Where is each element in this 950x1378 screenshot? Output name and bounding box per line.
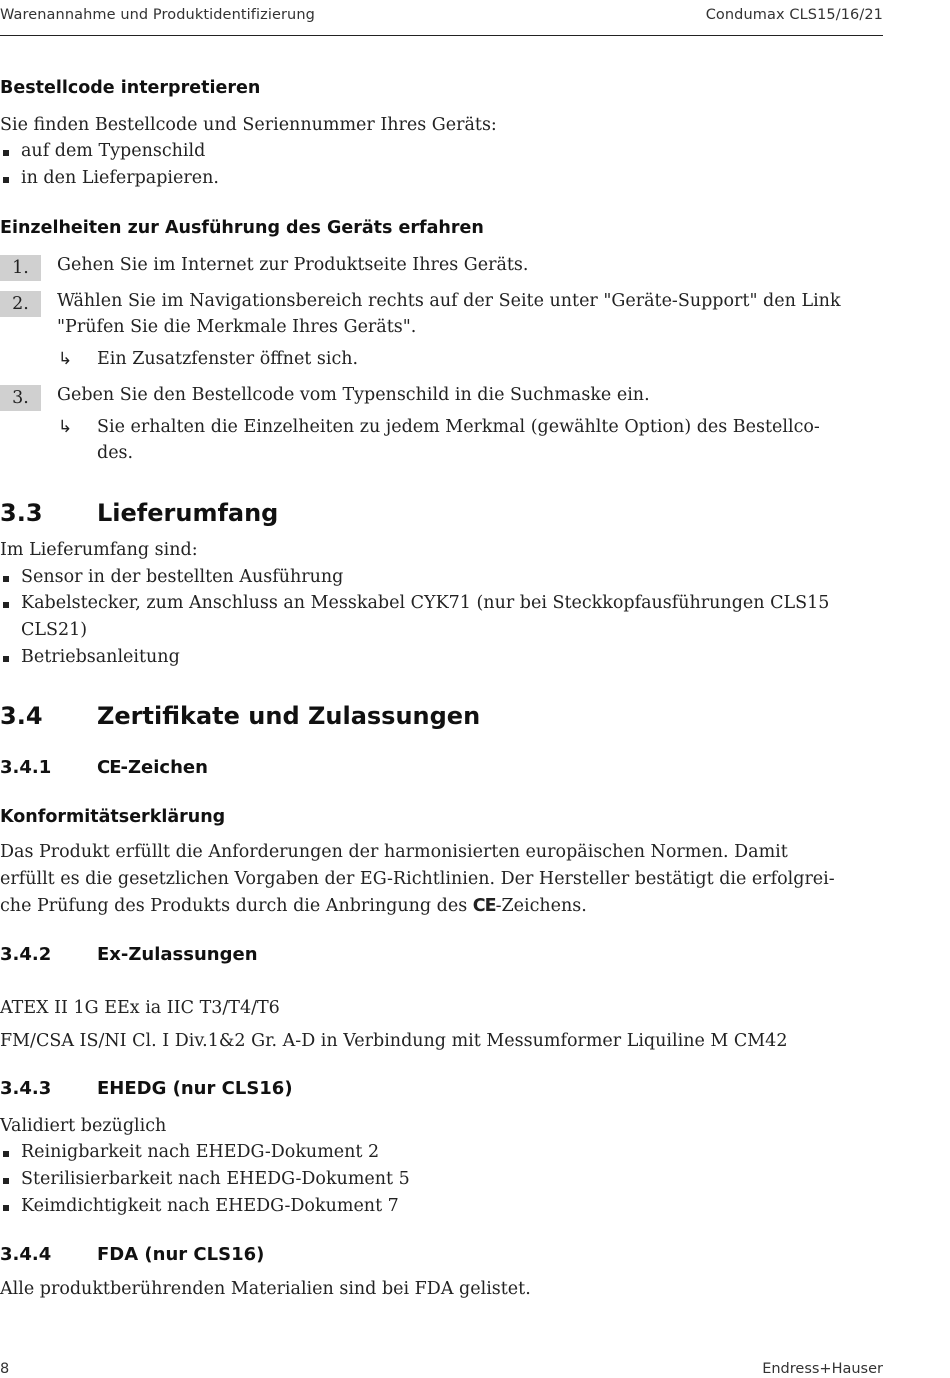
step-number: 1. xyxy=(0,255,41,281)
bullet-marker xyxy=(3,576,9,582)
step-number: 3. xyxy=(0,385,41,411)
bestellcode-heading: Bestellcode interpretieren xyxy=(0,78,261,98)
bullet-marker xyxy=(3,1205,9,1211)
result-arrow-icon: ↳ xyxy=(58,349,73,369)
lieferumfang-bullet-2-line-2: CLS21) xyxy=(21,620,88,640)
ce-mark-icon: CE xyxy=(97,757,121,778)
step-2-text-line-2: "Prüfen Sie die Merkmale Ihres Geräts". xyxy=(57,317,417,337)
bullet-marker xyxy=(3,656,9,662)
konformitaet-para-line-1: Das Produkt erfüllt die Anforderungen der harmonisierten europäischen Normen. Damit xyxy=(0,842,788,862)
fda-text: Alle produktberührenden Materialien sind bei FDA gelistet. xyxy=(0,1279,531,1299)
bullet-marker xyxy=(3,1178,9,1184)
section-3-4-number: 3.4 xyxy=(0,702,43,730)
step-3-result-line-2: des. xyxy=(97,443,134,463)
header-rule xyxy=(0,35,883,36)
bullet-marker xyxy=(3,177,9,183)
brand-footer: Endress+Hauser xyxy=(762,1361,883,1377)
section-3-4-title: Zertifikate und Zulassungen xyxy=(97,702,481,730)
ehedg-intro: Validiert bezüglich xyxy=(0,1116,167,1136)
section-3-4-4-number: 3.4.4 xyxy=(0,1244,52,1265)
bullet-marker xyxy=(3,602,9,608)
section-3-3-number: 3.3 xyxy=(0,499,43,527)
ex-approval-atex: ATEX II 1G EEx ia IIC T3/T4/T6 xyxy=(0,998,280,1018)
step-2-text-line-1: Wählen Sie im Navigationsbereich rechts auf der Seite unter "Geräte-Support" den Link xyxy=(57,291,841,311)
ex-approval-fm-csa: FM/CSA IS/NI Cl. I Div.1&2 Gr. A-D in Verbindung mit Messumformer Liquiline M CM42 xyxy=(0,1031,788,1051)
lieferumfang-intro: Im Lieferumfang sind: xyxy=(0,540,198,560)
running-header-right: Condumax CLS15/16/21 xyxy=(705,7,883,23)
details-heading: Einzelheiten zur Ausführung des Geräts erfahren xyxy=(0,218,484,238)
step-1-text: Gehen Sie im Internet zur Produktseite Ihres Geräts. xyxy=(57,255,529,275)
step-3-result-line-1: Sie erhalten die Einzelheiten zu jedem Merkmal (gewählte Option) des Bestellco- xyxy=(97,417,820,437)
bullet-marker xyxy=(3,1151,9,1157)
konformitaet-heading: Konformitätserklärung xyxy=(0,807,226,827)
running-header-left: Warenannahme und Produktidentifizierung xyxy=(0,7,315,23)
section-3-4-3-number: 3.4.3 xyxy=(0,1078,52,1099)
bestellcode-intro: Sie finden Bestellcode und Seriennummer Ihres Geräts: xyxy=(0,115,497,135)
konformitaet-para-line-2: erfüllt es die gesetzlichen Vorgaben der EG-Richtlinien. Der Hersteller bestätigt die erfolgrei- xyxy=(0,869,835,889)
ehedg-bullet-3: Keimdichtigkeit nach EHEDG-Dokument 7 xyxy=(21,1196,399,1216)
page-number: 8 xyxy=(0,1361,10,1377)
konformitaet-para-line-3: che Prüfung des Produkts durch die Anbringung des CE-Zeichens. xyxy=(0,896,587,916)
section-3-4-4-title: FDA (nur CLS16) xyxy=(97,1244,265,1265)
bestellcode-bullet-1: auf dem Typenschild xyxy=(21,141,206,161)
section-3-4-3-title: EHEDG (nur CLS16) xyxy=(97,1078,293,1099)
lieferumfang-bullet-2-line-1: Kabelstecker, zum Anschluss an Messkabel CYK71 (nur bei Steckkopfausführungen CLS15 xyxy=(21,593,830,613)
section-3-4-2-title: Ex-Zulassungen xyxy=(97,944,258,965)
section-3-4-1-number: 3.4.1 xyxy=(0,757,52,778)
step-number: 2. xyxy=(0,291,41,317)
step-2-result: Ein Zusatzfenster öffnet sich. xyxy=(97,349,359,369)
bullet-marker xyxy=(3,150,9,156)
lieferumfang-bullet-3: Betriebsanleitung xyxy=(21,647,180,667)
section-3-4-1-title: CE-Zeichen xyxy=(97,757,208,778)
result-arrow-icon: ↳ xyxy=(58,417,73,437)
section-3-4-2-number: 3.4.2 xyxy=(0,944,52,965)
ce-mark-icon: CE xyxy=(472,896,496,916)
bestellcode-bullet-2: in den Lieferpapieren. xyxy=(21,168,219,188)
ehedg-bullet-2: Sterilisierbarkeit nach EHEDG-Dokument 5 xyxy=(21,1169,410,1189)
ehedg-bullet-1: Reinigbarkeit nach EHEDG-Dokument 2 xyxy=(21,1142,380,1162)
step-3-text: Geben Sie den Bestellcode vom Typenschild in die Suchmaske ein. xyxy=(57,385,650,405)
section-3-3-title: Lieferumfang xyxy=(97,499,279,527)
lieferumfang-bullet-1: Sensor in der bestellten Ausführung xyxy=(21,567,344,587)
